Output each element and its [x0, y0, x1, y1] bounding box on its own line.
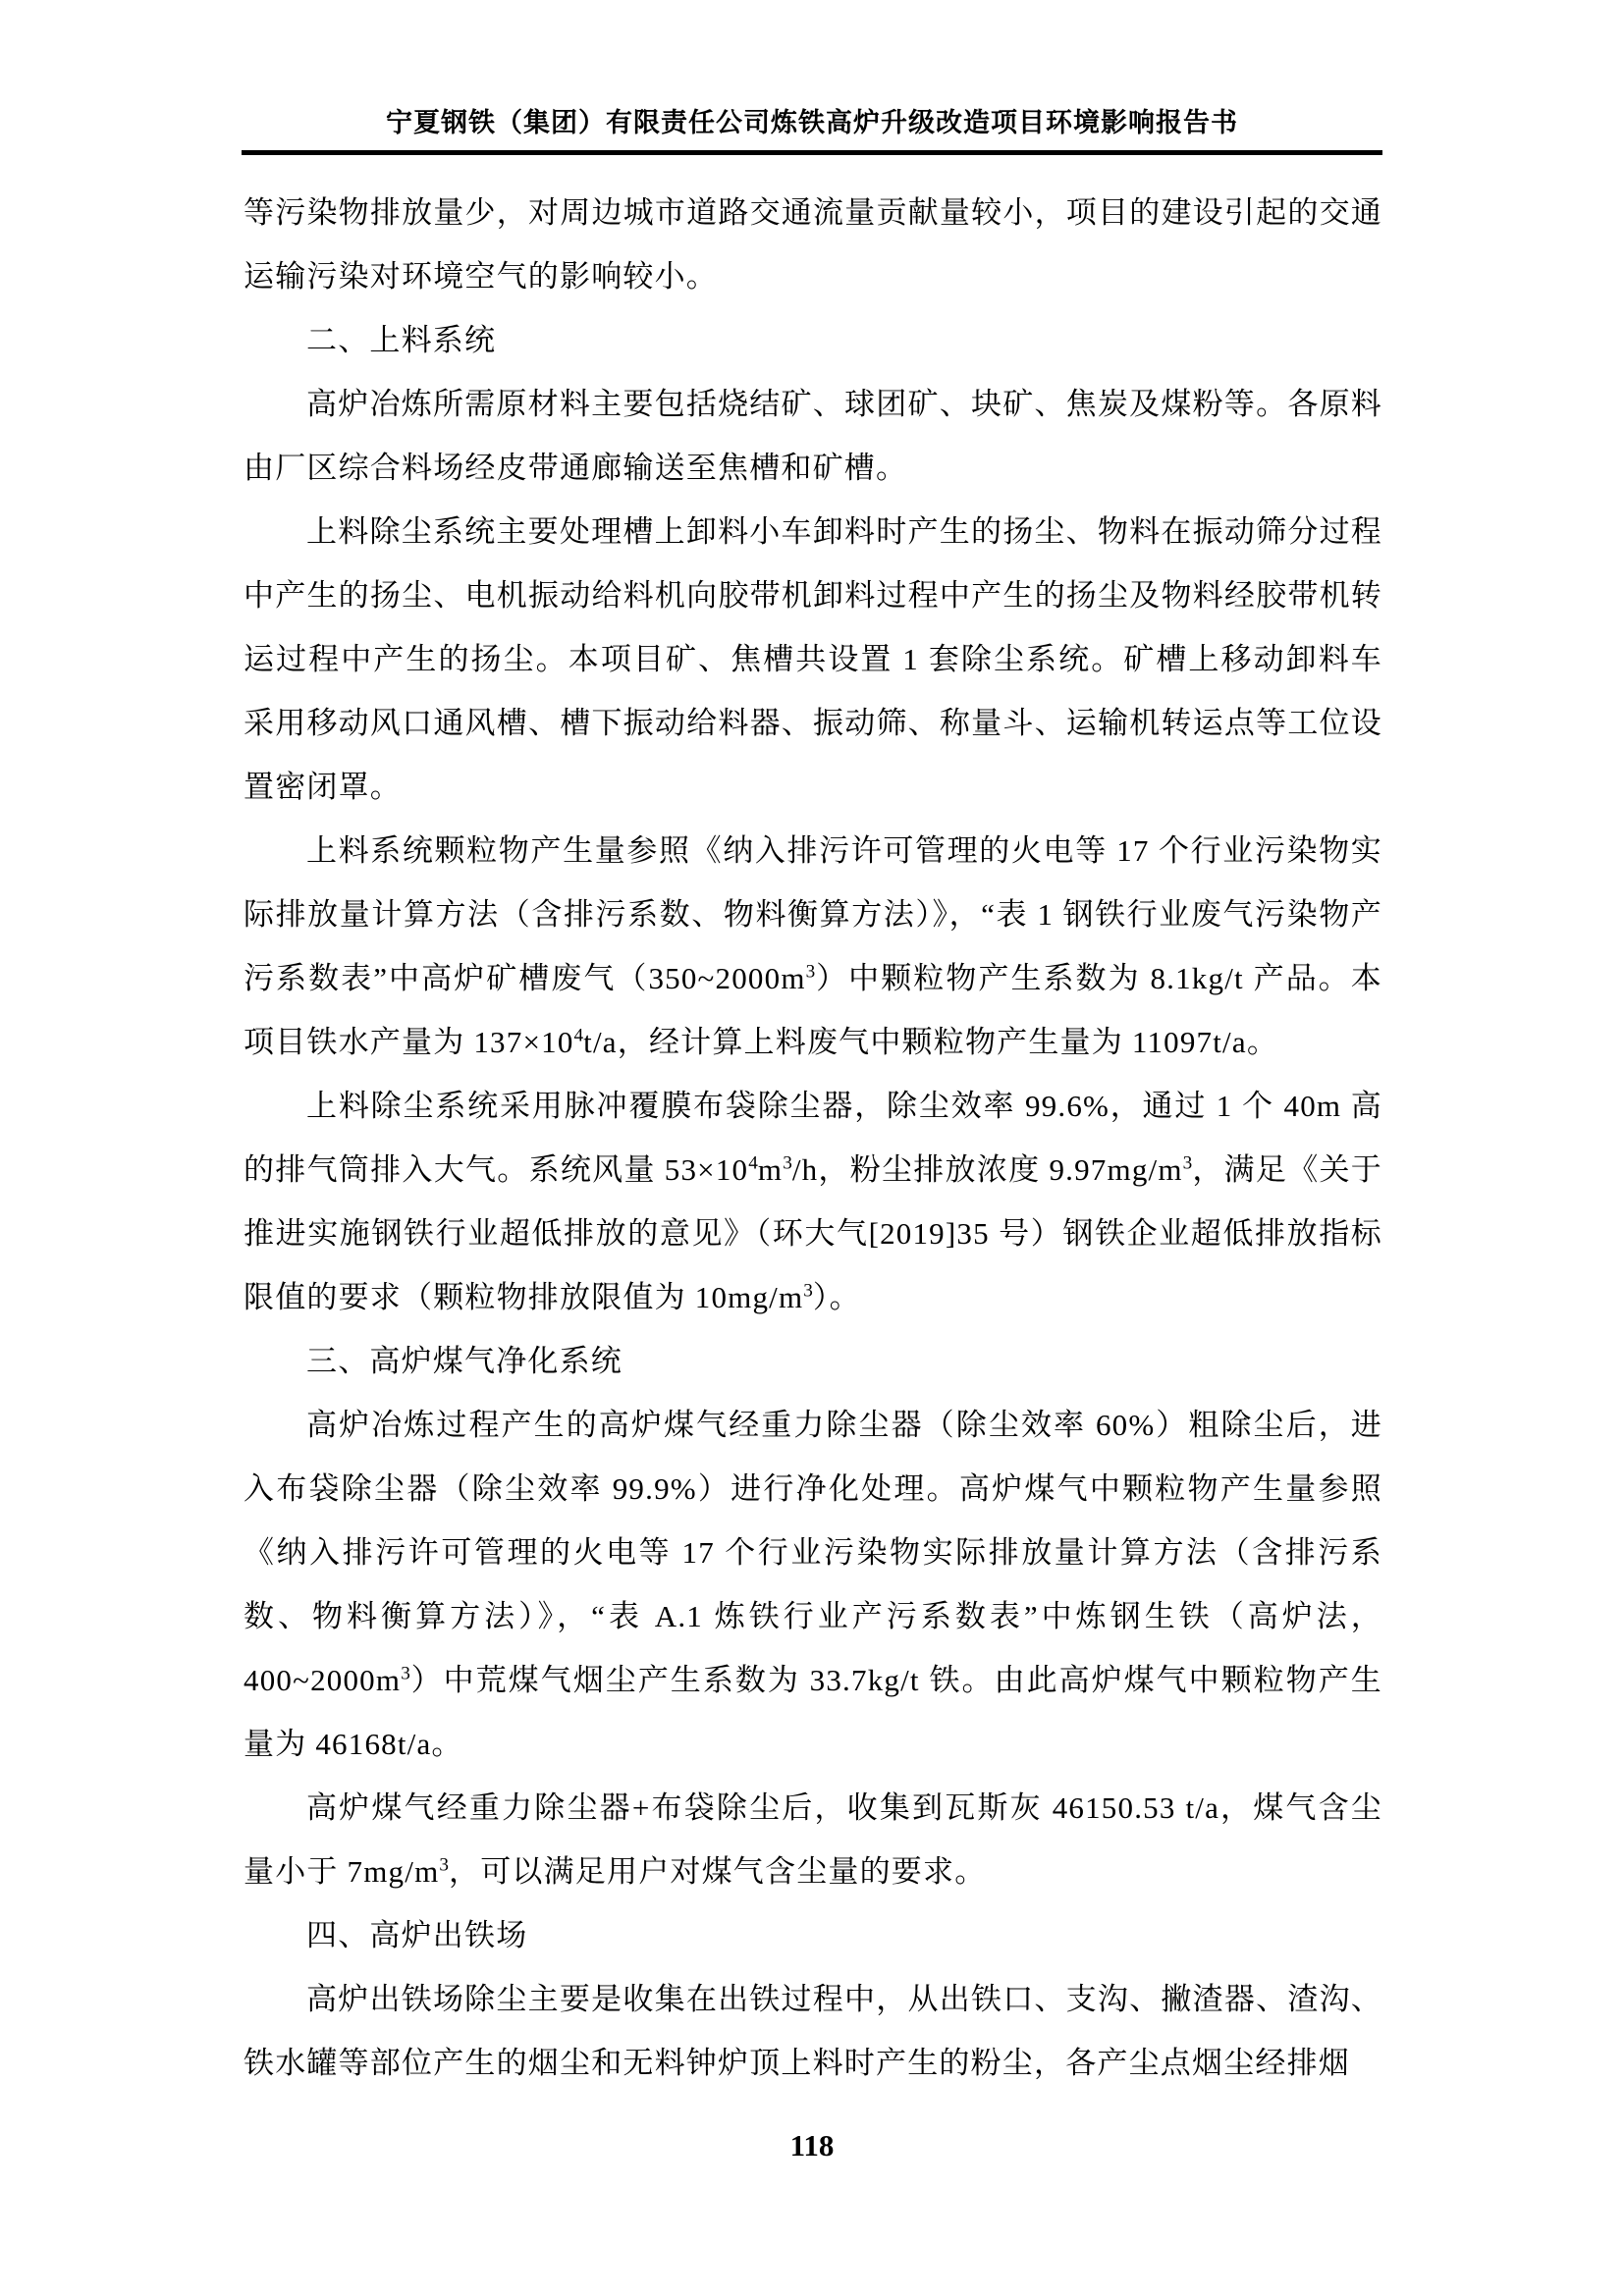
- text-run: ）中荒煤气烟尘产生系数为 33.7kg/t 铁。由此高炉煤气中颗粒物产生量为 46168t/a。: [244, 1663, 1382, 1761]
- paragraph: [244, 500, 1382, 819]
- text-run: 二、上料系统: [306, 323, 497, 357]
- superscript: 4: [573, 1025, 584, 1046]
- superscript: 3: [1182, 1152, 1193, 1174]
- text-run: 高炉冶炼所需原材料主要包括烧结矿、球团矿、块矿、焦炭及煤粉等。各原料由厂区综合料场经皮带通廊输送至焦槽和矿槽。: [244, 387, 1382, 485]
- text-run: 高炉冶炼过程产生的高炉煤气经重力除尘器（除尘效率 60%）粗除尘后，进入布袋除尘器（除尘效率 99.9%）进行净化处理。高炉煤气中颗粒物产生量参照《纳入排污许可管理的火电等 17 个行业污染物实际排放量计算方法（含排污系数、物料衡算方法）》，“表 A.1 炼铁行业产污系数表”中炼钢生铁（高炉法，400~2000m: [244, 1408, 1382, 1697]
- superscript: 3: [439, 1854, 449, 1876]
- superscript: 3: [805, 961, 816, 983]
- text-run: t/a，经计算上料废气中颗粒物产生量为 11097t/a。: [583, 1025, 1279, 1059]
- superscript: 4: [748, 1152, 758, 1174]
- section-heading: [244, 308, 1382, 372]
- text-run: m: [757, 1152, 784, 1187]
- superscript: 3: [803, 1280, 813, 1302]
- paragraph: [244, 819, 1382, 1074]
- text-run: 上料除尘系统采用脉冲覆膜布袋除尘器，除尘效率 99.6%，通过 1 个 40m 高的排气筒排入大气。系统风量 53×10: [244, 1089, 1382, 1187]
- text-run: 三、高炉煤气净化系统: [306, 1344, 623, 1378]
- superscript: 3: [401, 1663, 410, 1684]
- text-run: 上料系统颗粒物产生量参照《纳入排污许可管理的火电等 17 个行业污染物实际排放量计算方法（含排污系数、物料衡算方法）》，“表 1 钢铁行业废气污染物产污系数表”中高炉矿槽废气（350~2000m: [244, 833, 1382, 995]
- text-run: ）中颗粒物产生系数为 8.1kg/t 产品。本项目铁水产量为 137×10: [244, 961, 1383, 1059]
- paragraph: [244, 1967, 1382, 2095]
- section-heading: [244, 1329, 1382, 1393]
- text-run: 上料除尘系统主要处理槽上卸料小车卸料时产生的扬尘、物料在振动筛分过程中产生的扬尘、电机振动给料机向胶带机卸料过程中产生的扬尘及物料经胶带机转运过程中产生的扬尘。本项目矿、焦槽共设置 1 套除尘系统。矿槽上移动卸料车采用移动风口通风槽、槽下振动给料器、振动筛、称量斗、运输机转运点等工位设置密闭罩。: [244, 514, 1382, 804]
- page-number: 118: [789, 2128, 835, 2163]
- paragraph: [244, 1393, 1382, 1776]
- paragraph: [244, 372, 1382, 500]
- text-run: ）。: [812, 1280, 861, 1314]
- text-run: 等污染物排放量少，对周边城市道路交通流量贡献量较小，项目的建设引起的交通运输污染对环境空气的影响较小。: [244, 195, 1382, 294]
- page-header: [0, 0, 1624, 155]
- text-run: ，满足《关于推进实施钢铁行业超低排放的意见》（环大气[2019]35 号）钢铁企业超低排放指标限值的要求（颗粒物排放限值为 10mg/m: [244, 1152, 1382, 1314]
- text-run: 四、高炉出铁场: [306, 1918, 528, 1952]
- text-run: 高炉煤气经重力除尘器+布袋除尘后，收集到瓦斯灰 46150.53 t/a，煤气含尘量小于 7mg/m: [244, 1790, 1382, 1889]
- paragraph: [244, 1776, 1382, 1903]
- paragraph: [244, 1074, 1382, 1329]
- document-body: [244, 181, 1382, 2095]
- header-rule: [242, 150, 1382, 155]
- section-heading: [244, 1903, 1382, 1967]
- superscript: 3: [783, 1152, 792, 1174]
- text-run: /h，粉尘排放浓度 9.97mg/m: [791, 1152, 1183, 1187]
- header-title: 宁夏钢铁（集团）有限责任公司炼铁高炉升级改造项目环境影响报告书: [386, 108, 1238, 137]
- text-run: ，可以满足用户对煤气含尘量的要求。: [449, 1854, 987, 1889]
- paragraph: [244, 181, 1382, 308]
- text-run: 高炉出铁场除尘主要是收集在出铁过程中，从出铁口、支沟、撇渣器、渣沟、铁水罐等部位产生的烟尘和无料钟炉顶上料时产生的粉尘，各产尘点烟尘经排烟: [244, 1982, 1382, 2080]
